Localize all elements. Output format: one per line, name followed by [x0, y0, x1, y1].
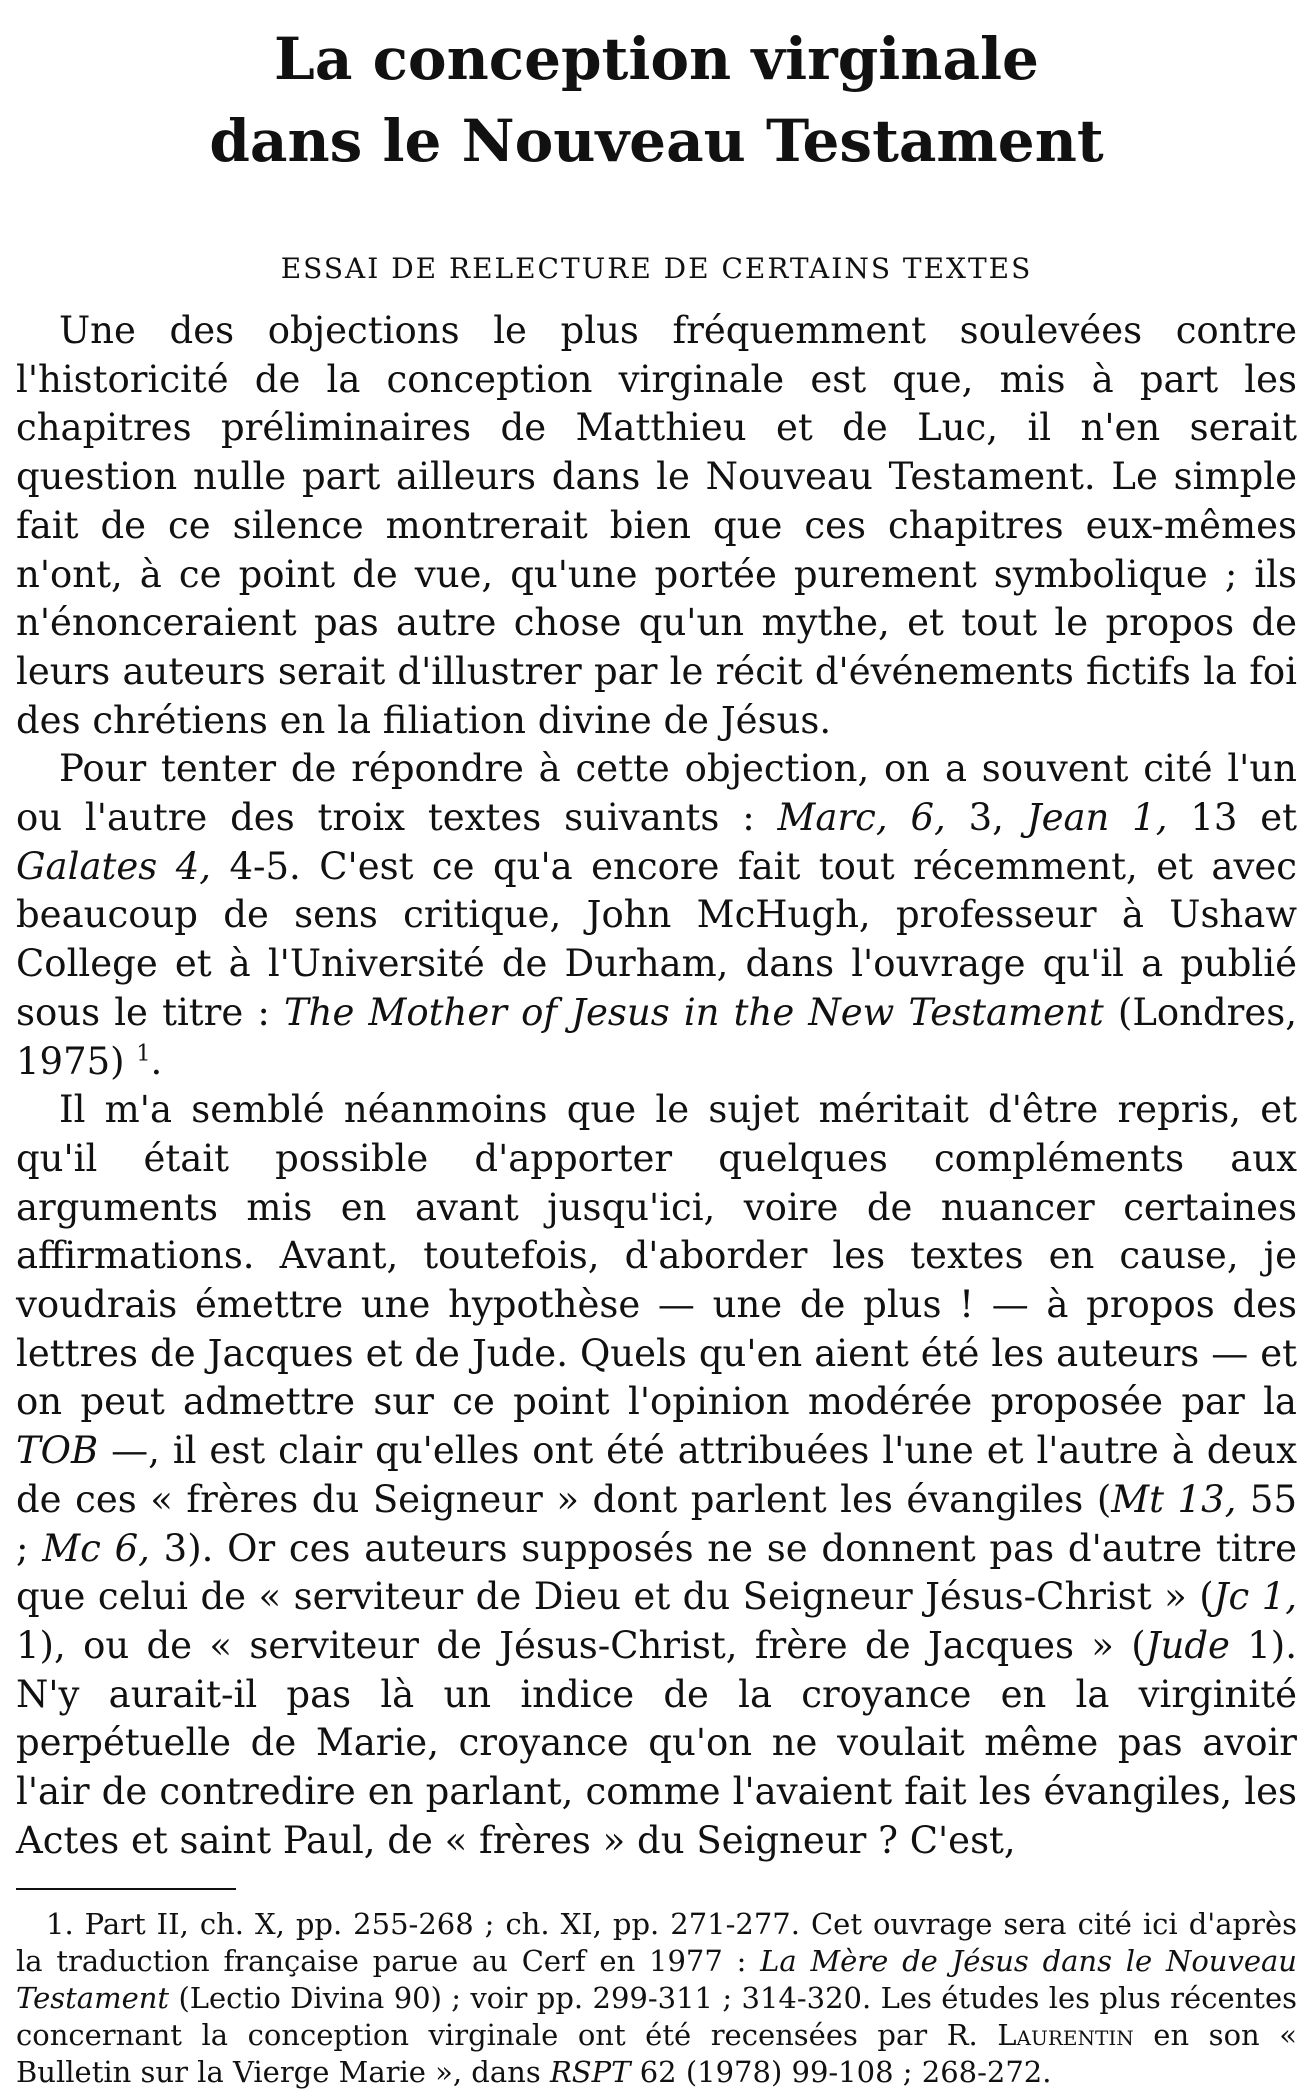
paragraph-2-text: Pour tenter de répondre à cette objection, on a souvent cité l'un ou l'autre des troix textes suivants : [16, 747, 1297, 840]
reference-jc: Jc 1, [1213, 1575, 1297, 1619]
page [16, 0, 1297, 2091]
reference-mt: Mt 13, [1111, 1477, 1237, 1521]
footnote-marker[interactable]: 1 [136, 1040, 151, 1067]
paragraph-3-text: 3). Or ces auteurs supposés ne se donnent pas d'autre titre que celui de « serviteur de Dieu et du Seigneur Jésus-Christ » ( [16, 1526, 1298, 1619]
reference-marc: Marc, 6, [777, 796, 946, 840]
paragraph-3-text: Il m'a semblé néanmoins que le sujet méritait d'être repris, et qu'il était possible d'apporter quelques compléments aux arguments mis en avant jusqu'ici, voire de nuancer certaines affirmations. Avant, toutefois, d'aborder les textes en cause, je voudrais émettre une hypothèse — une de plus ! — à propos des lettres de Jacques et de Jude. Quels qu'en aient été les auteurs — et on peut admettre sur ce point l'opinion modérée proposée par la [16, 1088, 1297, 1424]
footnote-text: 1. Part II, ch. X, pp. 255-268 ; ch. XI, pp. 271-277. Cet ouvrage sera cité ici d'après la traduction française parue au Cerf en 1977 : [16, 1906, 1297, 1978]
footnote-text: 62 (1978) 99-108 ; 268-272. [630, 2054, 1052, 2089]
paragraph-2-text: (Londres, 1975) [16, 990, 1298, 1083]
reference-jean: Jean 1, [1026, 796, 1168, 840]
paragraph-2 [16, 745, 1297, 1086]
paragraph-3-text: 1), ou de « serviteur de Jésus-Christ, frère de Jacques » ( [16, 1623, 1146, 1667]
paragraph-2-text: 3, [945, 796, 1027, 840]
footnote-book-title: La Mère de Jésus dans le Nouveau Testament [16, 1943, 1297, 2015]
reference-tob: TOB [16, 1429, 99, 1473]
title-line-1: La conception virginale [274, 25, 1039, 93]
paragraph-2-text: . [150, 1039, 163, 1083]
paragraph-1: Une des objections le plus fréquemment soulevées contre l'historicité de la conception virginale est que, mis à part les chapitres préliminaires de Matthieu et de Luc, il n'en serait question nulle part ailleurs dans le Nouveau Testament. Le simple fait de ce silence montrerait bien que ces chapitres eux-mêmes n'ont, à ce point de vue, qu'une portée purement symbolique ; ils n'énonceraient pas autre chose qu'un mythe, et tout le propos de leurs auteurs serait d'illustrer par le récit d'événements fictifs la foi des chrétiens en la filiation divine de Jésus. [16, 309, 1297, 742]
paragraph-3 [16, 1086, 1297, 1865]
reference-mc: Mc 6, [42, 1526, 150, 1570]
article-title [16, 18, 1297, 182]
paragraph-3-text: 55 ; [16, 1477, 1298, 1570]
book-title: The Mother of Jesus in the New Testament [283, 990, 1104, 1034]
footnote-divider [16, 1888, 236, 1890]
paragraph-3-text: —, il est clair qu'elles ont été attribuées l'une et l'autre à deux de ces « frères du Seigneur » dont parlent les évangiles ( [16, 1429, 1297, 1521]
reference-jude: Jude [1145, 1623, 1230, 1667]
article-subtitle: ESSAI DE RELECTURE DE CERTAINS TEXTES [280, 252, 1033, 285]
footnote-text: en son « Bulletin sur la Vierge Marie », dans [16, 2017, 1297, 2089]
footnote-journal: RSPT [549, 2054, 631, 2089]
paragraph-3-text: 1). N'y aurait-il pas là un indice de la croyance en la virginité perpétuelle de Marie, croyance qu'on ne voulait même pas avoir l'air de contredire en parlant, comme l'avaient fait les évangiles, les Actes et saint Paul, de « frères » du Seigneur ? C'est, [16, 1623, 1298, 1862]
paragraph-2-text: 13 et [1167, 796, 1297, 840]
paragraph-2-text: 4-5. C'est ce qu'a encore fait tout récemment, et avec beaucoup de sens critique, John McHugh, professeur à Ushaw College et à l'Université de Durham, dans l'ouvrage qu'il a publié sous le titre : [16, 844, 1298, 1034]
title-line-2: dans le Nouveau Testament [209, 107, 1104, 175]
footnote-1 [16, 1906, 1297, 2091]
reference-galates: Galates 4, [16, 844, 212, 888]
footnote-text: (Lectio Divina 90) ; voir pp. 299-311 ; 314-320. Les études les plus récentes concernant la conception virginale ont été recensées par R. [16, 1980, 1297, 2052]
footnote-author: Laurentin [997, 2017, 1134, 2052]
